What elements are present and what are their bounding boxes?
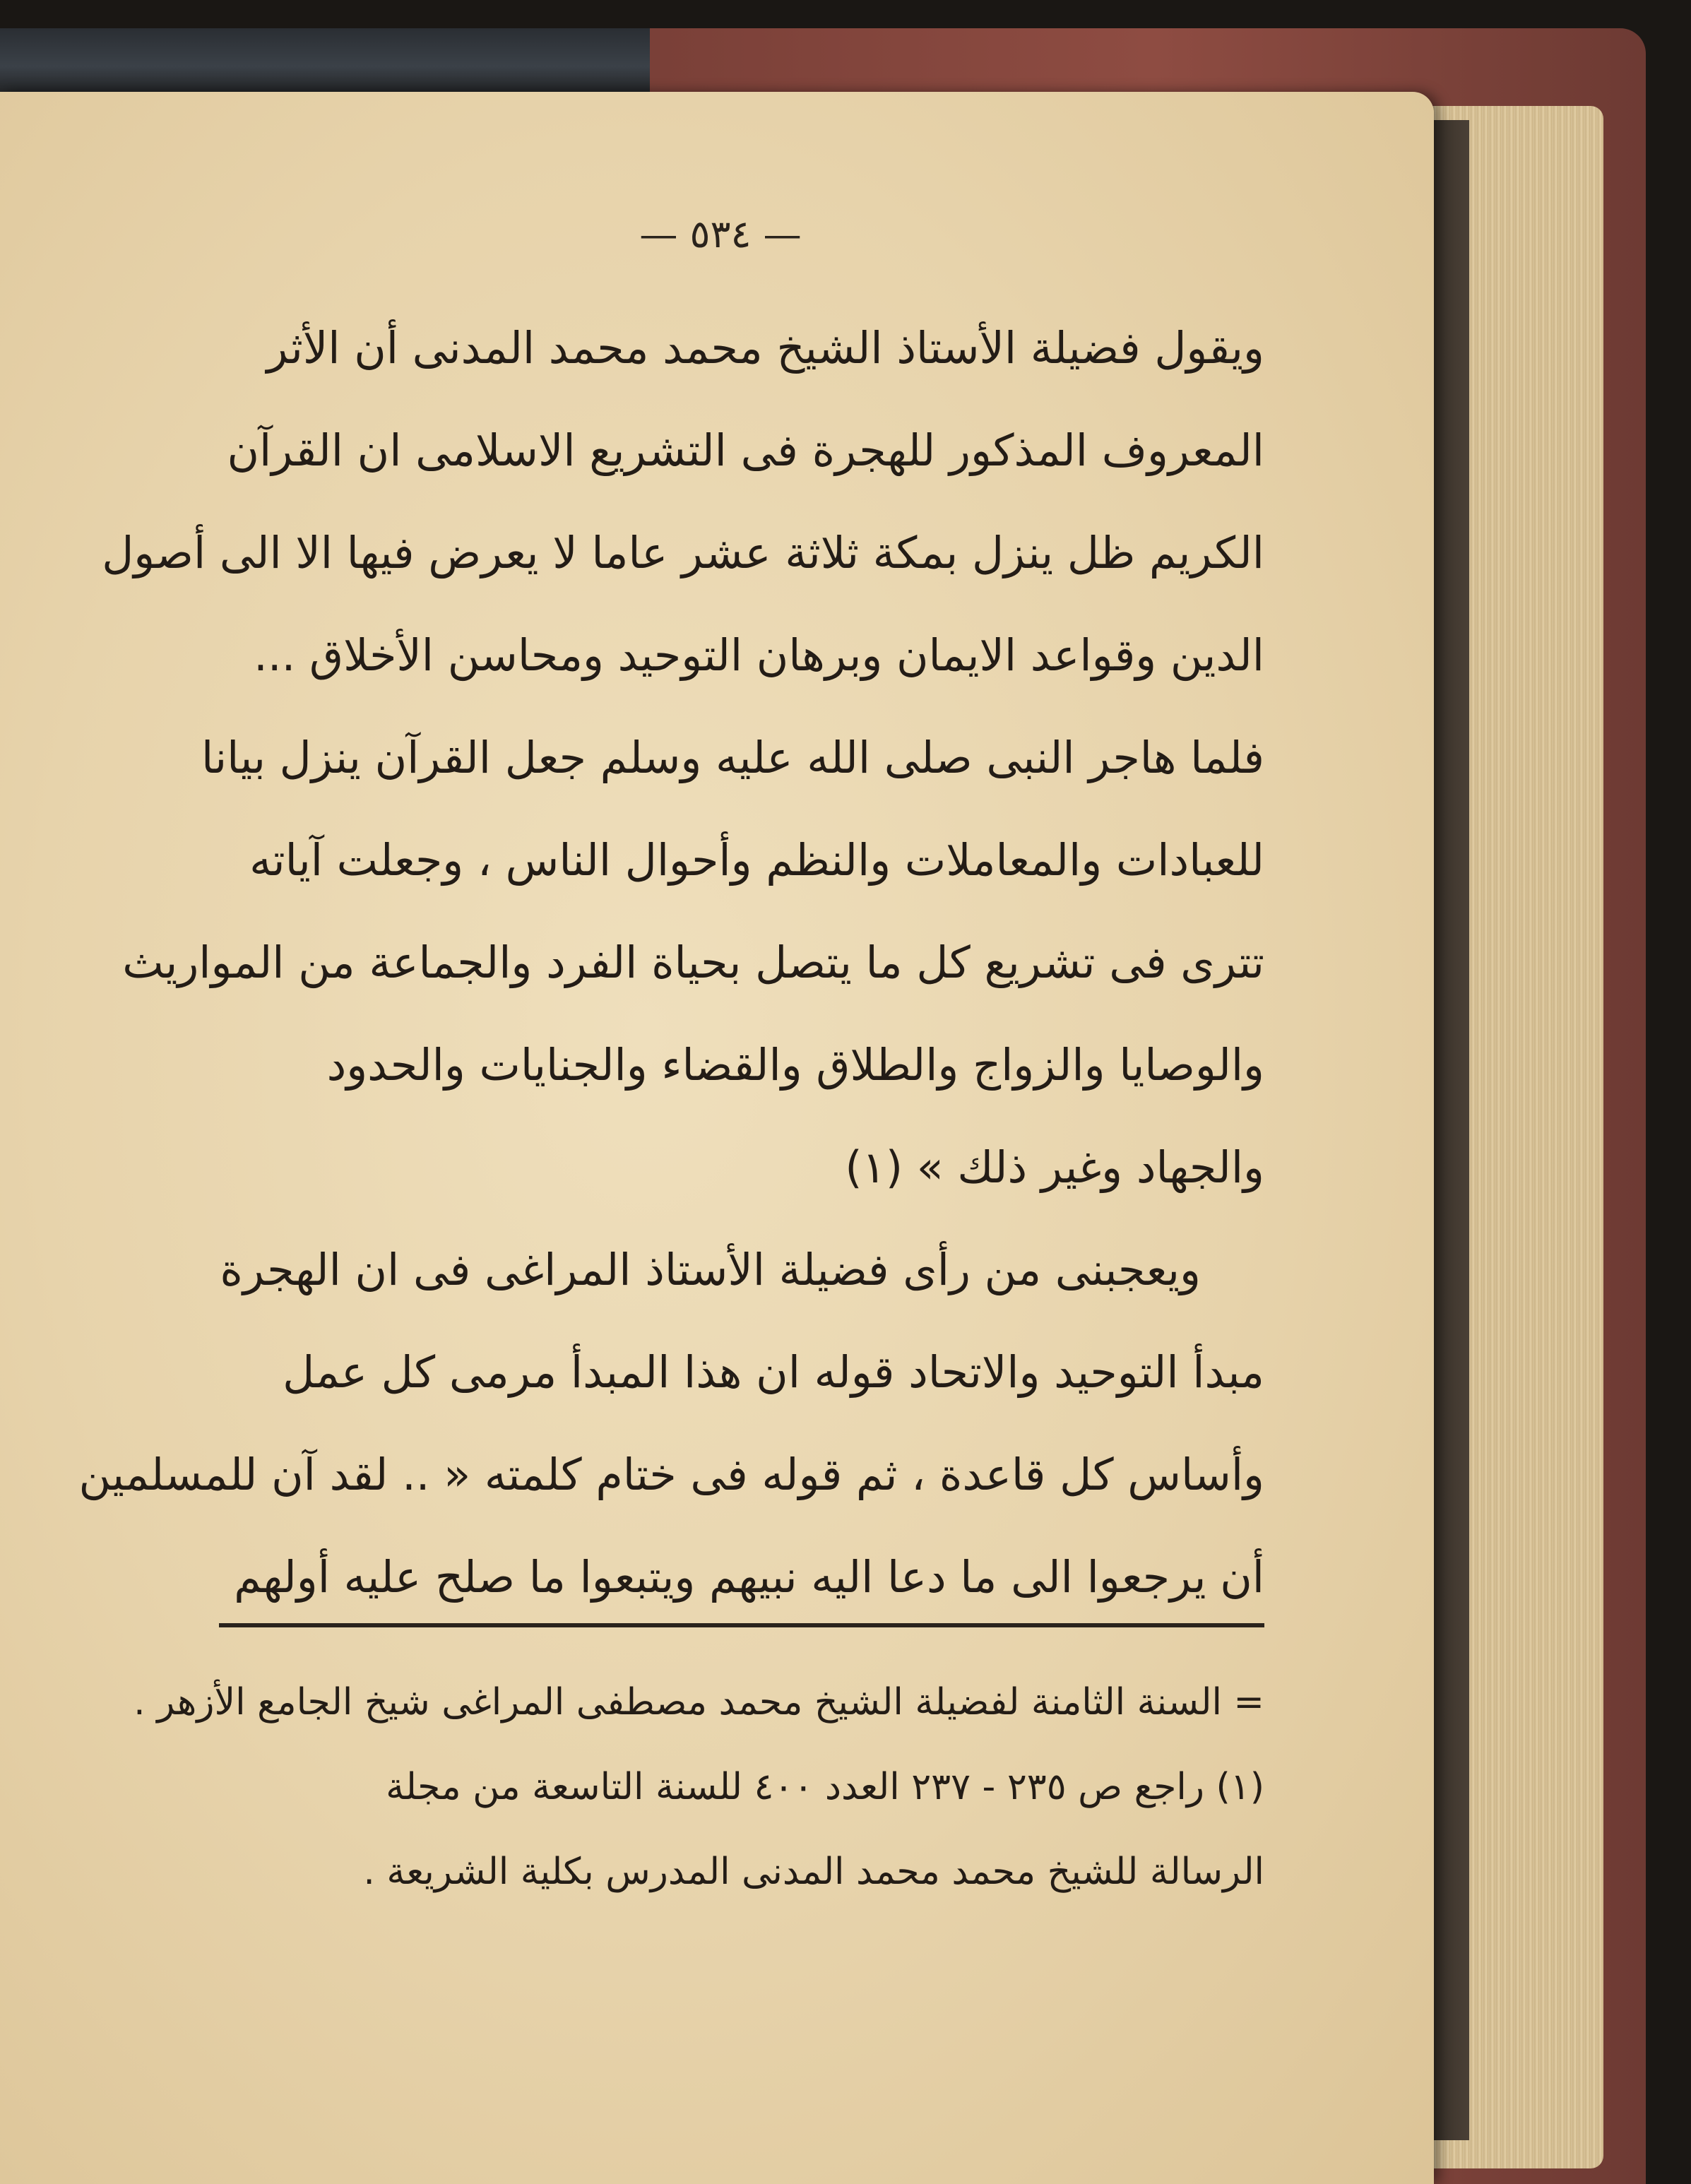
page-number: — ٥٣٤ — xyxy=(639,212,802,256)
text-line: والجهاد وغير ذلك » (١) xyxy=(845,1141,1264,1193)
footnotes xyxy=(134,1660,1264,1914)
paragraph-1 xyxy=(102,297,1264,1218)
text-line: الكريم ظل ينزل بمكة ثلاثة عشر عاما لا يعرض فيها الا الى أصول xyxy=(102,527,1264,578)
paragraph-2 xyxy=(78,1218,1264,1628)
text-line: ويقول فضيلة الأستاذ الشيخ محمد محمد المدنى أن الأثر xyxy=(266,322,1264,374)
text-line: للعبادات والمعاملات والنظم وأحوال الناس ، وجعلت آياته xyxy=(249,834,1264,886)
footnote-1-line-2: الرسالة للشيخ محمد محمد المدنى المدرس بكلية الشريعة . xyxy=(363,1851,1264,1893)
footnote-continuation: = السنة الثامنة لفضيلة الشيخ محمد مصطفى المراغى شيخ الجامع الأزهر . xyxy=(134,1681,1264,1723)
text-line: ويعجبنى من رأى فضيلة الأستاذ المراغى فى ان الهجرة xyxy=(220,1244,1201,1295)
text-line: وأساس كل قاعدة ، ثم قوله فى ختام كلمته « .. لقد آن للمسلمين xyxy=(78,1449,1264,1500)
text-line: المعروف المذكور للهجرة فى التشريع الاسلامى ان القرآن xyxy=(227,425,1264,476)
book-spine-top xyxy=(0,28,650,92)
text-line: أن يرجعوا الى ما دعا اليه نبيهم ويتبعوا ما صلح عليه أولهم xyxy=(234,1551,1264,1603)
footnote-1-line-1: (١) راجع ص ٢٣٥ - ٢٣٧ العدد ٤٠٠ للسنة التاسعة من مجلة xyxy=(386,1766,1264,1808)
text-line: فلما هاجر النبى صلى الله عليه وسلم جعل القرآن ينزل بيانا xyxy=(201,732,1264,783)
text-line: والوصايا والزواج والطلاق والقضاء والجنايات والحدود xyxy=(326,1039,1264,1091)
text-line: الدين وقواعد الايمان وبرهان التوحيد ومحاسن الأخلاق ... xyxy=(254,629,1264,681)
text-line: مبدأ التوحيد والاتحاد قوله ان هذا المبدأ مرمى كل عمل xyxy=(283,1346,1264,1398)
main-text xyxy=(78,297,1264,1628)
footnote-divider xyxy=(219,1623,1264,1627)
text-line: تترى فى تشريع كل ما يتصل بحياة الفرد والجماعة من المواريث xyxy=(122,937,1264,988)
